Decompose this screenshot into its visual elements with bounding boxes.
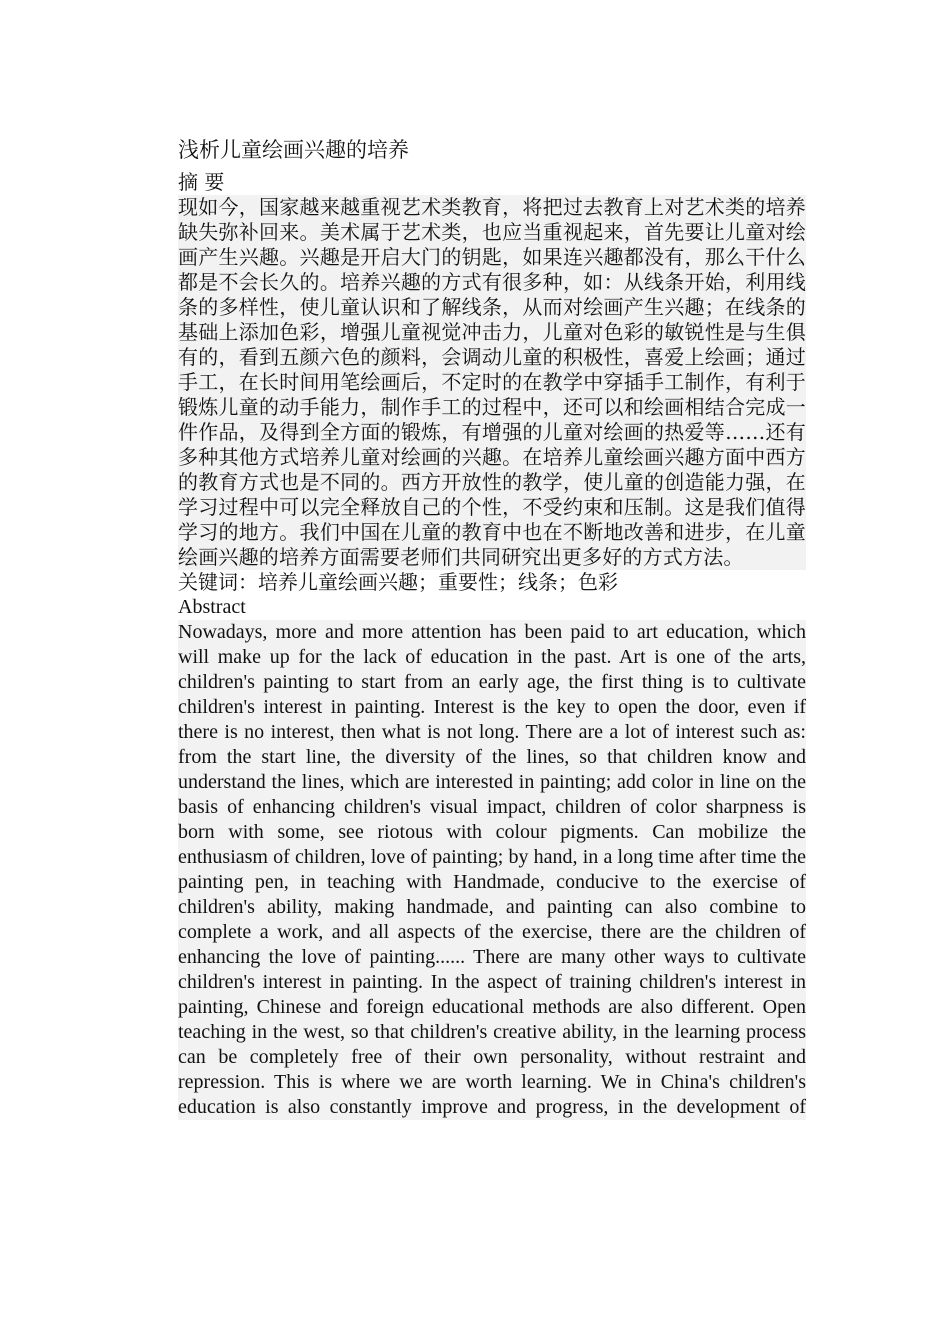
document-page xyxy=(178,134,806,1120)
keywords-line: 关键词：培养儿童绘画兴趣；重要性；线条；色彩 xyxy=(178,570,618,594)
document-title: 浅析儿童绘画兴趣的培养 xyxy=(178,138,409,162)
abstract-body-chinese: 现如今，国家越来越重视艺术类教育，将把过去教育上对艺术类的培养缺失弥补回来。美术属于艺术类，也应当重视起来，首先要让儿童对绘画产生兴趣。兴趣是开启大门的钥匙，如果连兴趣都没有，那么干什么都是不会长久的。培养兴趣的方式有很多种，如：从线条开始，利用线条的多样性，使儿童认识和了解线条，从而对绘画产生兴趣；在线条的基础上添加色彩，增强儿童视觉冲击力，儿童对色彩的敏锐性是与生俱有的，看到五颜六色的颜料，会调动儿童的积极性，喜爱上绘画；通过手工，在长时间用笔绘画后，不定时的在教学中穿插手工制作，有利于锻炼儿童的动手能力，制作手工的过程中，还可以和绘画相结合完成一件作品，及得到全方面的锻炼，有增强的儿童对绘画的热爱等……还有多种其他方式培养儿童对绘画的兴趣。在培养儿童绘画兴趣方面中西方的教育方式也是不同的。西方开放性的教学，使儿童的创造能力强，在学习过程中可以完全释放自己的个性，不受约束和压制。这是我们值得学习的地方。我们中国在儿童的教育中也在不断地改善和进步，在儿童绘画兴趣的培养方面需要老师们共同研究出更多好的方式方法。 xyxy=(178,195,806,569)
abstract-label: 摘 要 xyxy=(178,170,225,194)
abstract-label-english: Abstract xyxy=(178,596,246,618)
abstract-body-english: Nowadays, more and more attention has been paid to art education, which will make up for the lack of education in the past. Art is one of the arts, children's painting to start from an early age, the first thing is to cultivate children's interest in painting. Interest is the key to open the door, even if there is no interest, then what is not long. There are a lot of interest such as: from the start line, the diversity of the lines, so that children know and understand the lines, which are interested in painting; add color in line on the basis of enhancing children's visual impact, children of color sharpness is born with some, see riotous with colour pigments. Can mobilize the enthusiasm of children, love of painting; by hand, in a long time after time the painting pen, in teaching with Handmade, conducive to the exercise of children's ability, making handmade, and painting can also combine to complete a work, and all aspects of the exercise, there are the children of enhancing the love of painting...... There are many other ways to cultivate children's interest in painting. In the aspect of training children's interest in painting, Chinese and foreign educational methods are also different. Open teaching in the west, so that children's creative ability, in the learning process can be completely free of their own personality, without restraint and repression. This is where we are worth learning. We in China's children's education is also constantly improve and progress, in the development of xyxy=(178,621,806,1118)
